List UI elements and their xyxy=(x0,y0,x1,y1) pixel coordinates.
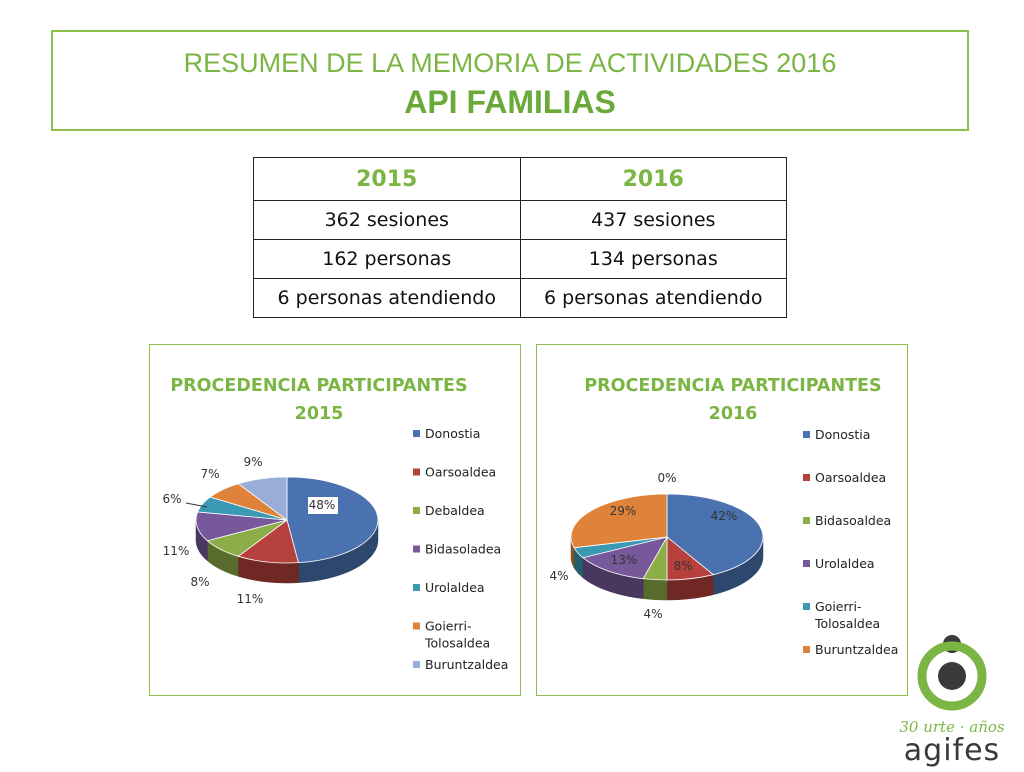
legend-swatch xyxy=(803,560,810,567)
agifes-logo xyxy=(884,632,1024,768)
logo-graphic xyxy=(884,632,1024,768)
table-row xyxy=(254,279,787,318)
chart-title: 2016 xyxy=(708,404,758,424)
data-label: 9% xyxy=(243,455,263,469)
legend-label: Donostia xyxy=(815,427,871,442)
data-label: 13% xyxy=(610,553,638,567)
chart-legend xyxy=(803,427,898,657)
legend-label: Goierri-Tolosaldea xyxy=(815,599,881,631)
chart-title: PROCEDENCIA PARTICIPANTES xyxy=(170,376,468,396)
table-cell: 6 personas atendiendo xyxy=(254,279,521,318)
table-row xyxy=(254,201,787,240)
summary-table xyxy=(253,157,787,318)
table-row xyxy=(254,240,787,279)
legend-swatch xyxy=(413,623,420,630)
chart-2015 xyxy=(150,345,522,697)
chart-legend xyxy=(413,426,508,672)
data-label: 7% xyxy=(200,467,220,481)
legend-swatch xyxy=(803,517,810,524)
chart-2015-panel xyxy=(149,344,521,696)
data-label: 11% xyxy=(162,544,190,558)
table-cell: 6 personas atendiendo xyxy=(520,279,787,318)
pie-slice-side xyxy=(643,579,667,600)
data-label: 6% xyxy=(162,492,182,506)
data-label: 11% xyxy=(236,592,264,606)
legend-swatch xyxy=(803,603,810,610)
page-title: API FAMILIAS xyxy=(404,84,616,120)
legend-label: Urolaldea xyxy=(815,556,875,571)
legend-label: Bidasoladea xyxy=(425,541,502,557)
table-cell: 437 sesiones xyxy=(520,201,787,240)
data-label: 42% xyxy=(710,509,738,523)
legend-label: Oarsoaldea xyxy=(425,464,497,480)
legend-swatch xyxy=(413,584,420,591)
legend-label: Oarsoaldea xyxy=(815,470,887,485)
legend-label: Buruntzaldea xyxy=(425,657,509,672)
legend-swatch xyxy=(413,507,420,514)
table-cell: 362 sesiones xyxy=(254,201,521,240)
legend-label: Goierri-Tolosaldea xyxy=(425,618,491,651)
data-label: 4% xyxy=(643,607,663,621)
legend-swatch xyxy=(803,646,810,653)
legend-label: Debaldea xyxy=(425,503,485,518)
legend-label: Urolaldea xyxy=(425,580,485,595)
page-subtitle: RESUMEN DE LA MEMORIA DE ACTIVIDADES 2016 xyxy=(183,48,837,78)
data-label: 8% xyxy=(190,575,210,589)
table-header-2015: 2015 xyxy=(254,158,521,201)
data-label: 4% xyxy=(549,569,569,583)
legend-swatch xyxy=(803,474,810,481)
data-label: 8% xyxy=(673,559,693,573)
chart-2016-panel xyxy=(536,344,908,696)
data-label: 48% xyxy=(308,498,336,512)
logo-center xyxy=(938,662,966,690)
data-label: 0% xyxy=(657,471,677,485)
logo-tagline: 30 urte · años xyxy=(899,718,1005,736)
legend-swatch xyxy=(803,431,810,438)
table-cell: 162 personas xyxy=(254,240,521,279)
chart-2016 xyxy=(537,345,909,697)
title-box xyxy=(51,30,969,131)
legend-label: Buruntzaldea xyxy=(815,642,899,657)
legend-swatch xyxy=(413,469,420,476)
table-header-row xyxy=(254,158,787,201)
table-cell: 134 personas xyxy=(520,240,787,279)
logo-wordmark: agifes xyxy=(903,733,1001,768)
chart-title: 2015 xyxy=(294,404,344,424)
legend-swatch xyxy=(413,430,420,437)
legend-label: Donostia xyxy=(425,426,481,441)
legend-label: Bidasoaldea xyxy=(815,513,892,528)
data-label: 29% xyxy=(609,504,637,518)
table-header-2016: 2016 xyxy=(520,158,787,201)
chart-title: PROCEDENCIA PARTICIPANTES xyxy=(584,376,882,396)
legend-swatch xyxy=(413,546,420,553)
legend-swatch xyxy=(413,661,420,668)
